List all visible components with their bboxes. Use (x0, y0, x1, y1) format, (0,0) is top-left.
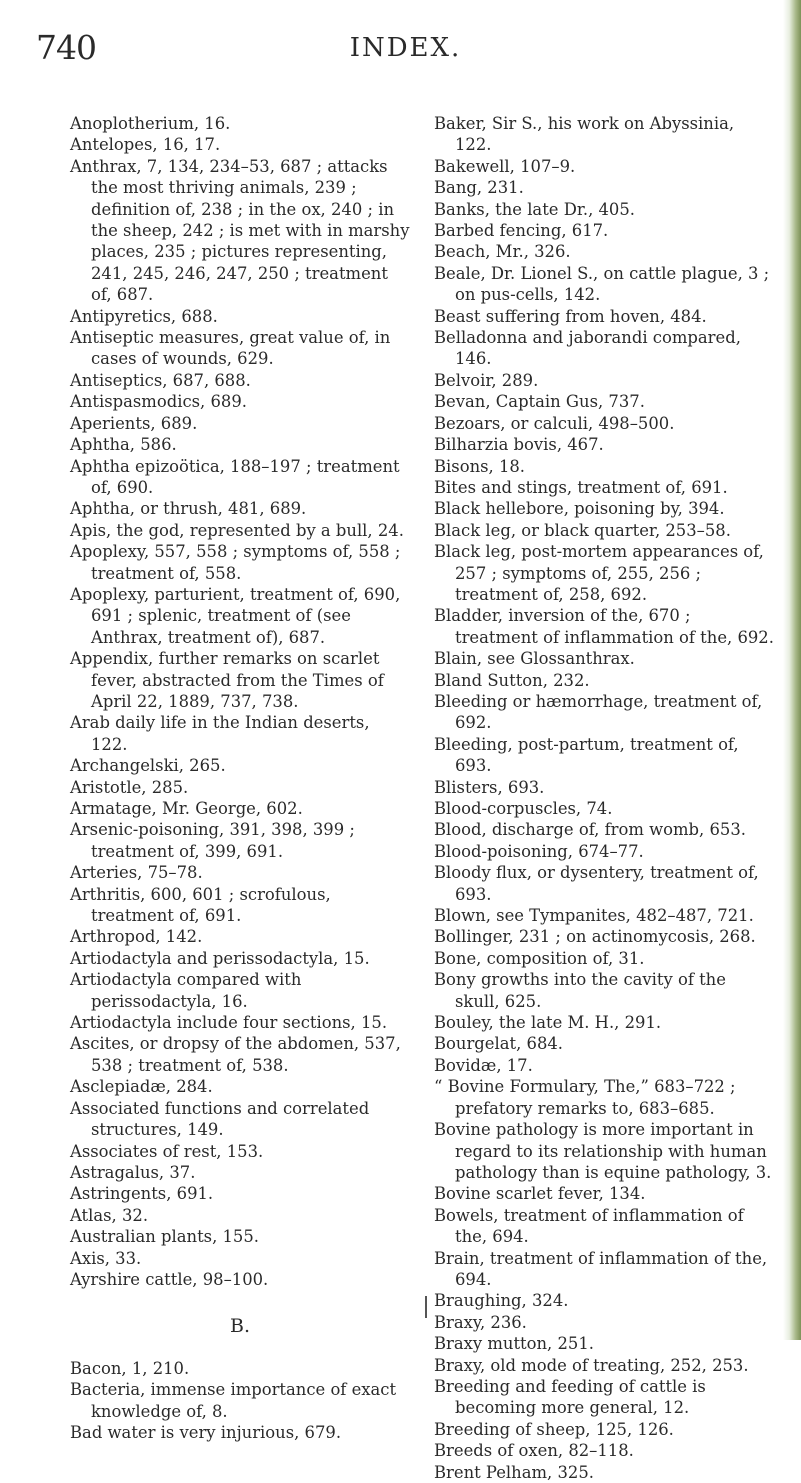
index-entry: Blain, see Glossanthrax. (434, 649, 635, 669)
section-letter-b: B. (229, 1315, 250, 1338)
index-entry: Apis, the god, represented by a bull, 24. (70, 520, 404, 540)
index-entry: Axis, 33. (70, 1248, 142, 1268)
index-entry: Aphtha epizoötica, 188–197 ; treatment of, 690. (70, 456, 400, 497)
index-entry: Antispasmodics, 689. (70, 392, 247, 412)
left-column (70, 113, 410, 1443)
index-entry: Australian plants, 155. (70, 1227, 259, 1247)
index-entry: Bilharzia bovis, 467. (434, 435, 604, 455)
index-entry: Blood-poisoning, 674–77. (434, 841, 644, 861)
index-entry: Blood-corpuscles, 74. (434, 799, 613, 818)
index-entry: Bacon, 1, 210. (70, 1358, 190, 1378)
index-entry: Black hellebore, poisoning by, 394. (434, 499, 725, 519)
index-entry: Black leg, or black quarter, 253–58. (434, 520, 731, 540)
index-entry: Asclepiadæ, 284. (70, 1077, 213, 1097)
page-number: 740 (36, 28, 96, 67)
index-entry: Bovine scarlet fever, 134. (434, 1184, 646, 1204)
index-entry: Breeds of oxen, 82–118. (434, 1441, 634, 1461)
margin-mark (425, 1296, 427, 1318)
index-entry: Brain, treatment of inflammation of the, 694. (434, 1248, 768, 1289)
index-entry: Bloody flux, or dysentery, treatment of, 693. (434, 863, 759, 904)
index-entry: Bevan, Captain Gus, 737. (434, 392, 645, 412)
index-entry: “ Bovine Formulary, The,” 683–722 ; prefatory remarks to, 683–685. (434, 1077, 736, 1118)
index-entry: Blisters, 693. (434, 777, 545, 797)
index-entry: Braxy, 236. (434, 1312, 527, 1332)
index-entry: Braxy, old mode of treating, 252, 253. (434, 1355, 749, 1375)
index-entry: Bovidæ, 17. (434, 1055, 533, 1075)
index-entry: Artiodactyla and perissodactyla, 15. (70, 948, 370, 968)
index-entry: Armatage, Mr. George, 602. (70, 799, 303, 818)
index-entry: Atlas, 32. (70, 1205, 149, 1225)
index-entry: Bone, composition of, 31. (434, 948, 645, 968)
page-edge (783, 0, 801, 1340)
index-entry: Bacteria, immense importance of exact knowledge of, 8. (70, 1380, 397, 1421)
index-entry: Black leg, post-mortem appearances of, 257 ; symptoms of, 255, 256 ; treatment of, 258, 692. (434, 542, 764, 604)
index-entry: Aperients, 689. (70, 413, 198, 433)
index-entry: Antiseptic measures, great value of, in cases of wounds, 629. (70, 328, 391, 369)
index-entry: Bites and stings, treatment of, 691. (434, 477, 728, 497)
index-entry: Banks, the late Dr., 405. (434, 199, 636, 219)
index-entry: Arsenic-poisoning, 391, 398, 399 ; treatment of, 399, 691. (70, 820, 355, 861)
index-entry: Bad water is very injurious, 679. (70, 1422, 342, 1442)
index-entry: Associated functions and correlated structures, 149. (70, 1098, 370, 1140)
index-entry: Baker, Sir S., his work on Abyssinia, 122. (434, 114, 735, 155)
index-entry: Bowels, treatment of inflammation of the, 694. (434, 1205, 744, 1247)
index-entry: Bland Sutton, 232. (434, 670, 590, 690)
index-entry: Bovine pathology is more important in regard to its relationship with human pathology than is equine pathology, 3. (434, 1120, 772, 1182)
index-entry: Belvoir, 289. (434, 370, 539, 390)
index-entry: Artiodactyla compared with perissodactyla, 16. (70, 970, 302, 1011)
index-entry: Astragalus, 37. (70, 1162, 196, 1182)
index-entry: Anthrax, 7, 134, 234–53, 687 ; attacks the most thriving animals, 239 ; definition of, 238 ; in the ox, 240 ; in the sheep, 242 ; is met with in marshy places, 235 ; pictures representing, 241, 245, 246, 247, 250 ; treatment of, 687. (70, 156, 410, 305)
index-entry: Appendix, further remarks on scarlet fever, abstracted from the Times of April 22, 1889, 737, 738. (70, 649, 384, 711)
index-entry: Aphtha, or thrush, 481, 689. (70, 499, 307, 519)
index-entry: Breeding of sheep, 125, 126. (434, 1419, 674, 1439)
index-entries-b (70, 1358, 410, 1444)
index-entry: Bollinger, 231 ; on actinomycosis, 268. (434, 927, 756, 947)
index-entry: Antelopes, 16, 17. (70, 135, 221, 155)
index-entry: Apoplexy, parturient, treatment of, 690, 691 ; splenic, treatment of (see Anthrax, treatment of), 687. (70, 584, 401, 647)
index-entry: Beast suffering from hoven, 484. (434, 306, 707, 326)
index-entry: Brent Pelham, 325. (434, 1462, 594, 1482)
index-entry: Beach, Mr., 326. (434, 242, 571, 262)
index-entry: Anoplotherium, 16. (70, 114, 231, 133)
index-entry: Associates of rest, 153. (70, 1141, 264, 1161)
index-entry: Bleeding or hæmorrhage, treatment of, 692. (434, 691, 763, 733)
running-head: INDEX. (349, 33, 462, 63)
index-entry: Braughing, 324. (434, 1291, 569, 1311)
index-entry: Aphtha, 586. (70, 435, 177, 455)
index-entry: Apoplexy, 557, 558 ; symptoms of, 558 ; treatment of, 558. (70, 542, 401, 583)
right-column (434, 113, 774, 1483)
index-entry: Antipyretics, 688. (70, 306, 218, 326)
index-entry: Breeding and feeding of cattle is becoming more general, 12. (434, 1376, 706, 1418)
index-entry: Bouley, the late M. H., 291. (434, 1013, 662, 1033)
index-entry: Artiodactyla include four sections, 15. (70, 1013, 388, 1033)
index-entry: Belladonna and jaborandi compared, 146. (434, 328, 741, 369)
index-entry: Bony growths into the cavity of the skull, 625. (434, 970, 726, 1011)
index-entry: Bladder, inversion of the, 670 ; treatment of inflammation of the, 692. (434, 606, 774, 647)
index-entry: Bang, 231. (434, 178, 524, 198)
index-entry: Bezoars, or calculi, 498–500. (434, 413, 675, 433)
index-entry: Blood, discharge of, from womb, 653. (434, 820, 746, 840)
index-entries-a (70, 113, 410, 1290)
index-entry: Antiseptics, 687, 688. (70, 370, 251, 390)
index-entry: Braxy mutton, 251. (434, 1334, 594, 1354)
index-entry: Arteries, 75–78. (70, 863, 203, 883)
index-entry: Arab daily life in the Indian deserts, 122. (70, 713, 370, 754)
index-entry: Astringents, 691. (70, 1184, 214, 1204)
index-entry: Ayrshire cattle, 98–100. (70, 1269, 269, 1289)
index-entry: Beale, Dr. Lionel S., on cattle plague, 3 ; on pus-cells, 142. (434, 263, 770, 305)
index-entry: Arthropod, 142. (70, 927, 203, 947)
index-entry: Bisons, 18. (434, 456, 526, 476)
index-entry: Bleeding, post-partum, treatment of, 693. (434, 734, 739, 776)
index-entry: Aristotle, 285. (70, 777, 189, 797)
index-entry: Bakewell, 107–9. (434, 156, 576, 176)
index-entry: Ascites, or dropsy of the abdomen, 537, 538 ; treatment of, 538. (70, 1034, 401, 1075)
index-entry: Archangelski, 265. (70, 756, 226, 776)
index-entry: Bourgelat, 684. (434, 1034, 564, 1054)
index-entry: Arthritis, 600, 601 ; scrofulous, treatment of, 691. (70, 884, 331, 926)
index-entry: Blown, see Tympanites, 482–487, 721. (434, 906, 754, 926)
index-entry: Barbed fencing, 617. (434, 221, 609, 241)
